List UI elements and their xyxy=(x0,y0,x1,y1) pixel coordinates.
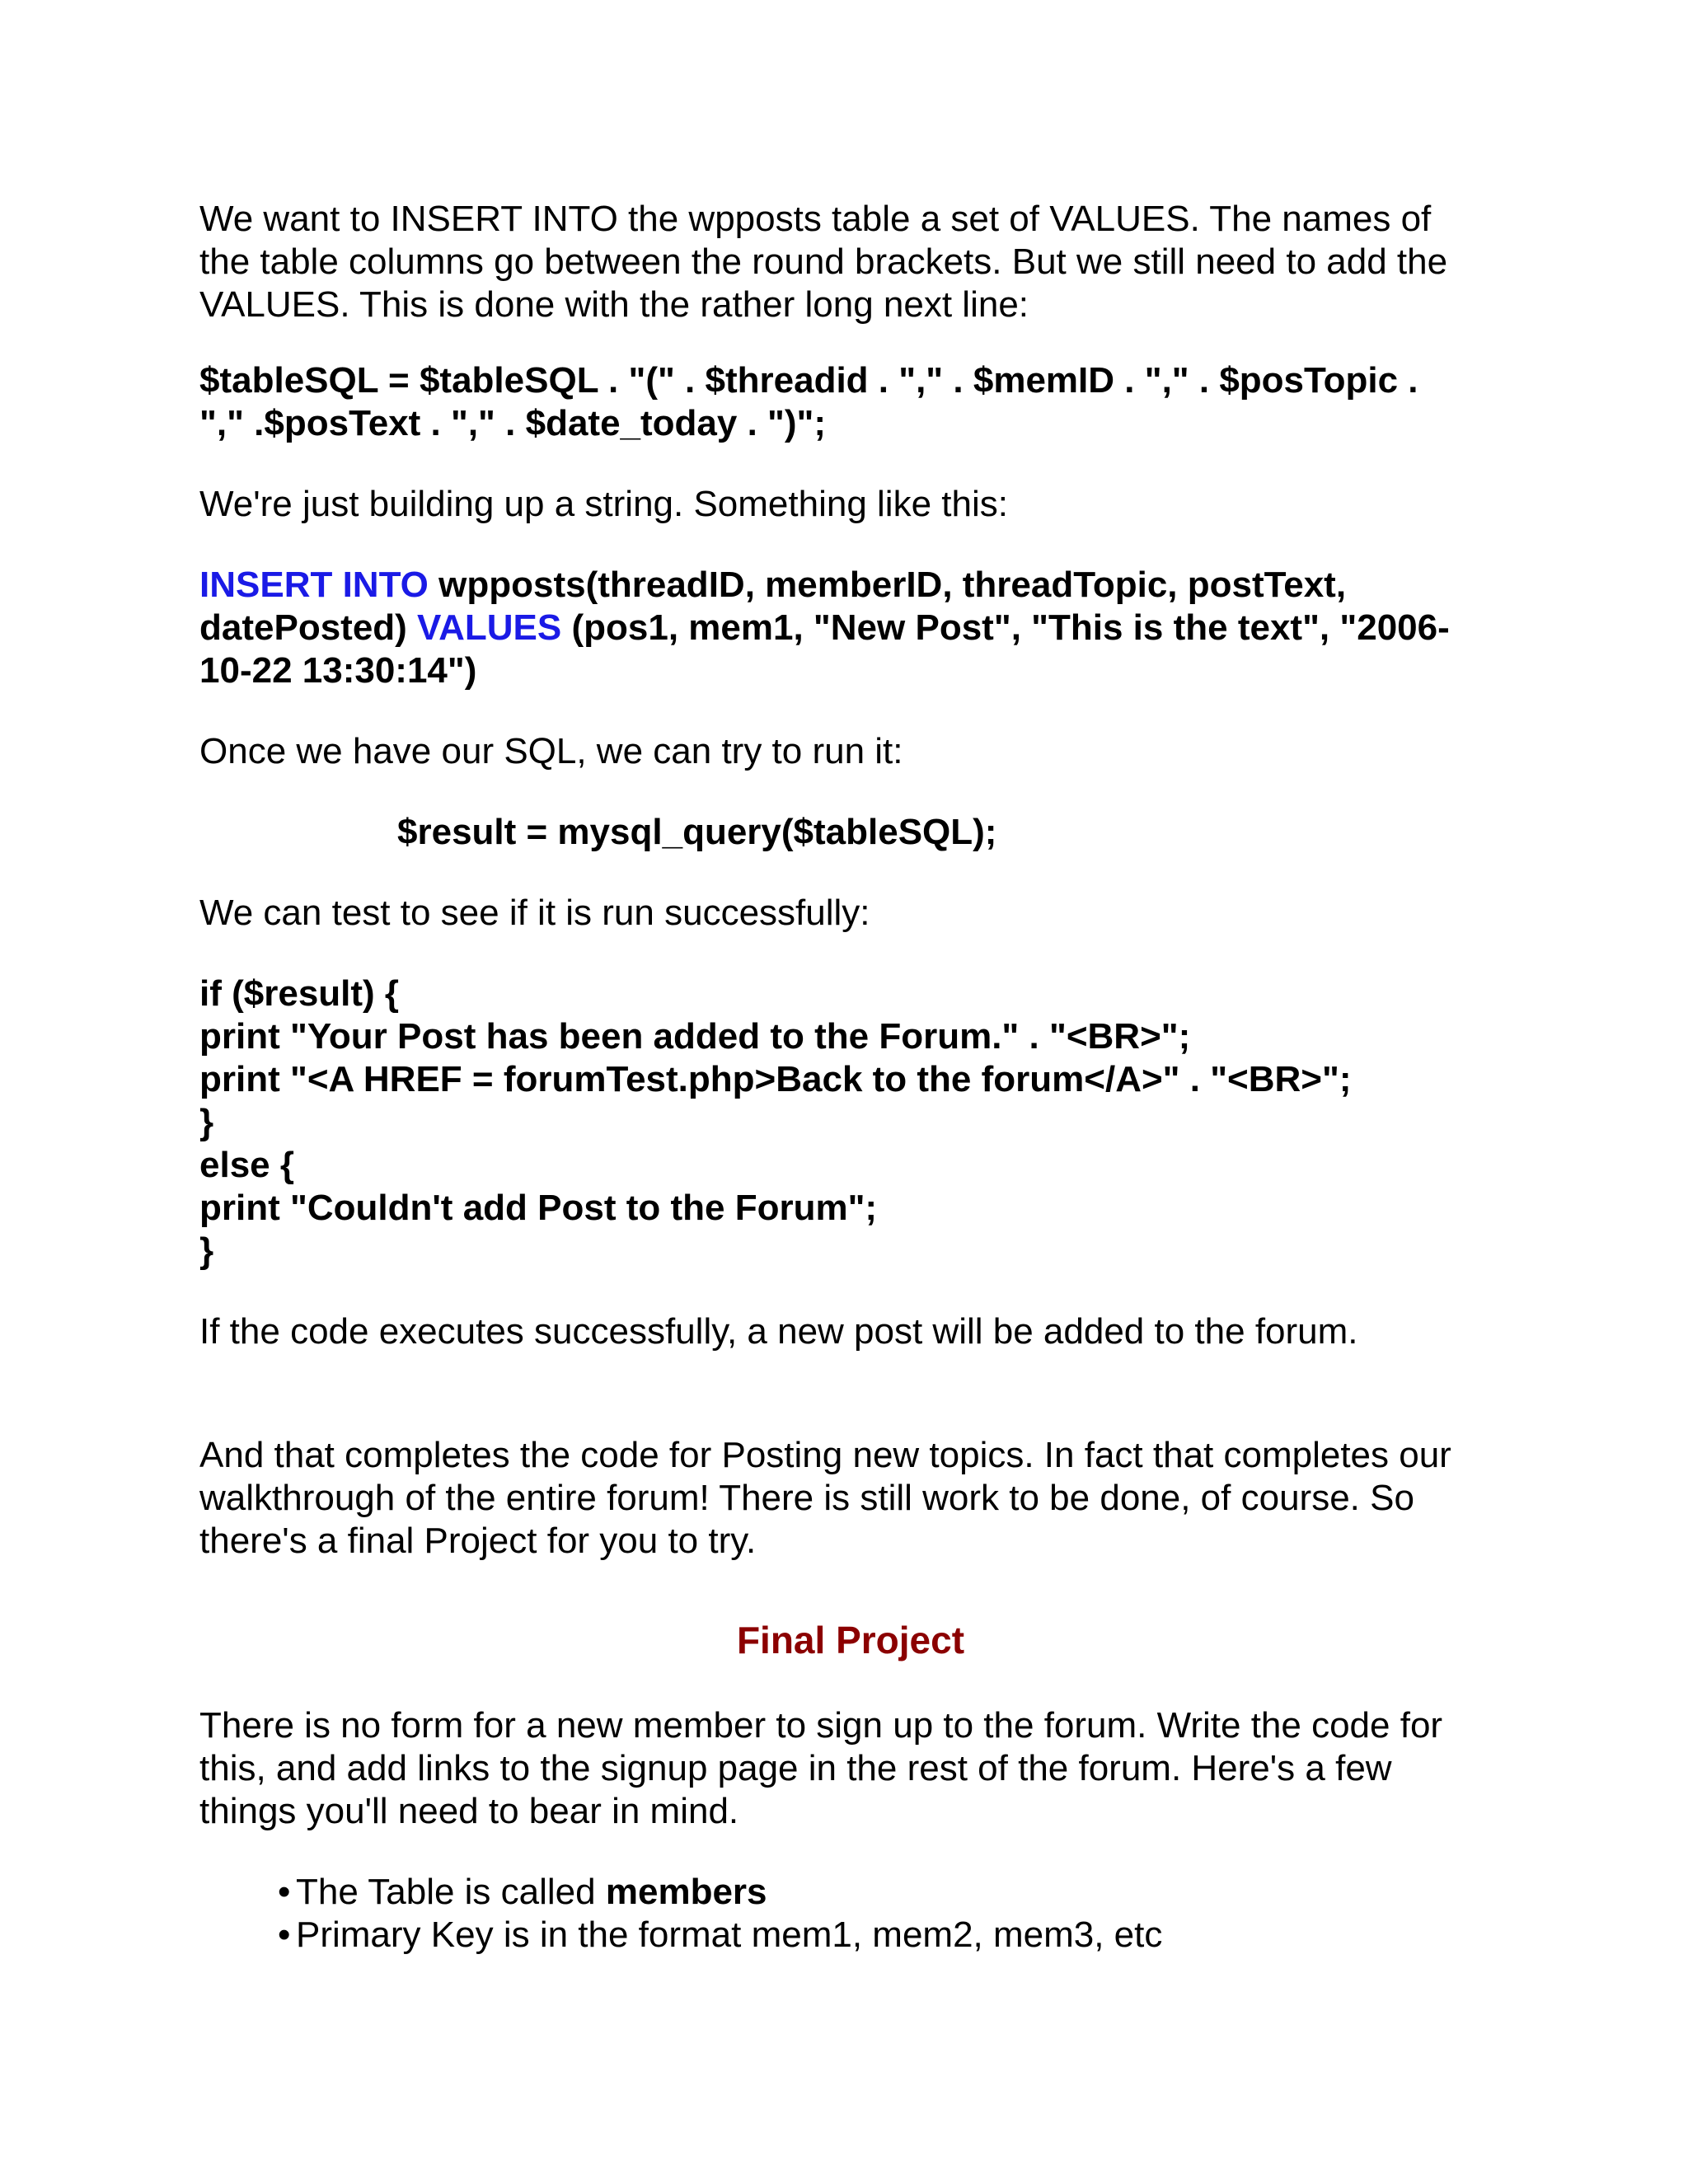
list-item xyxy=(278,1871,1502,1914)
complete-paragraph: And that completes the code for Posting new topics. In fact that completes our walkthrough of the entire forum! There is still work to be done, of course. So there's a final Project for you to try. xyxy=(199,1435,1451,1561)
if-code-line: } xyxy=(199,1102,214,1142)
requirements-list xyxy=(199,1871,1502,1957)
intro-paragraph: We want to INSERT INTO the wpposts table a set of VALUES. The names of the table columns go between the round brackets. But we still need to add the VALUES. This is done with the rather long next line: xyxy=(199,199,1448,325)
if-code-block xyxy=(199,972,1502,1272)
if-code-line: } xyxy=(199,1230,214,1271)
sql-keyword-values: VALUES xyxy=(417,607,562,648)
if-code-line: print "<A HREF = forumTest.php>Back to the forum</A>" . "<BR>"; xyxy=(199,1059,1352,1099)
final-project-heading: Final Project xyxy=(736,1619,965,1661)
list-item-text: The Table is called xyxy=(296,1872,606,1912)
tablesql-code xyxy=(199,359,1502,445)
success-paragraph: If the code executes successfully, a new post will be added to the forum. xyxy=(199,1311,1358,1352)
if-code-line: print "Your Post has been added to the Forum." . "<BR>"; xyxy=(199,1016,1191,1057)
sql-example-part-1: wpposts(threadID, memberID, threadTopic, postText, datePosted) xyxy=(199,565,1347,648)
result-code: $result = mysql_query($tableSQL); xyxy=(397,812,997,852)
test-paragraph: We can test to see if it is run successfully: xyxy=(199,893,870,933)
sql-keyword-insert-into: INSERT INTO xyxy=(199,565,429,605)
sql-example xyxy=(199,564,1502,692)
list-item-text: Primary Key is in the format mem1, mem2, mem3, etc xyxy=(296,1915,1163,1955)
document-page xyxy=(199,198,1502,1957)
building-paragraph: We're just building up a string. Something like this: xyxy=(199,484,1008,524)
if-code-line: print "Couldn't add Post to the Forum"; xyxy=(199,1188,878,1228)
tablesql-code-line-2: "," .$posText . "," . $date_today . ")"; xyxy=(199,403,827,443)
tablesql-code-line-1: $tableSQL = $tableSQL . "(" . $threadid . "," . $memID . "," . $posTopic . xyxy=(199,360,1418,401)
list-item xyxy=(278,1914,1502,1957)
list-item-bold-text: members xyxy=(605,1872,767,1912)
project-paragraph: There is no form for a new member to sign up to the forum. Write the code for this, and add links to the signup page in the rest of the forum. Here's a few things you'll need to bear in mind. xyxy=(199,1705,1443,1831)
if-code-line: if ($result) { xyxy=(199,973,400,1014)
sql-example-part-2: (pos1, mem1, "New Post", "This is the text", "2006-10-22 13:30:14") xyxy=(199,607,1450,691)
run-paragraph: Once we have our SQL, we can try to run it: xyxy=(199,731,903,771)
if-code-line: else { xyxy=(199,1145,294,1185)
